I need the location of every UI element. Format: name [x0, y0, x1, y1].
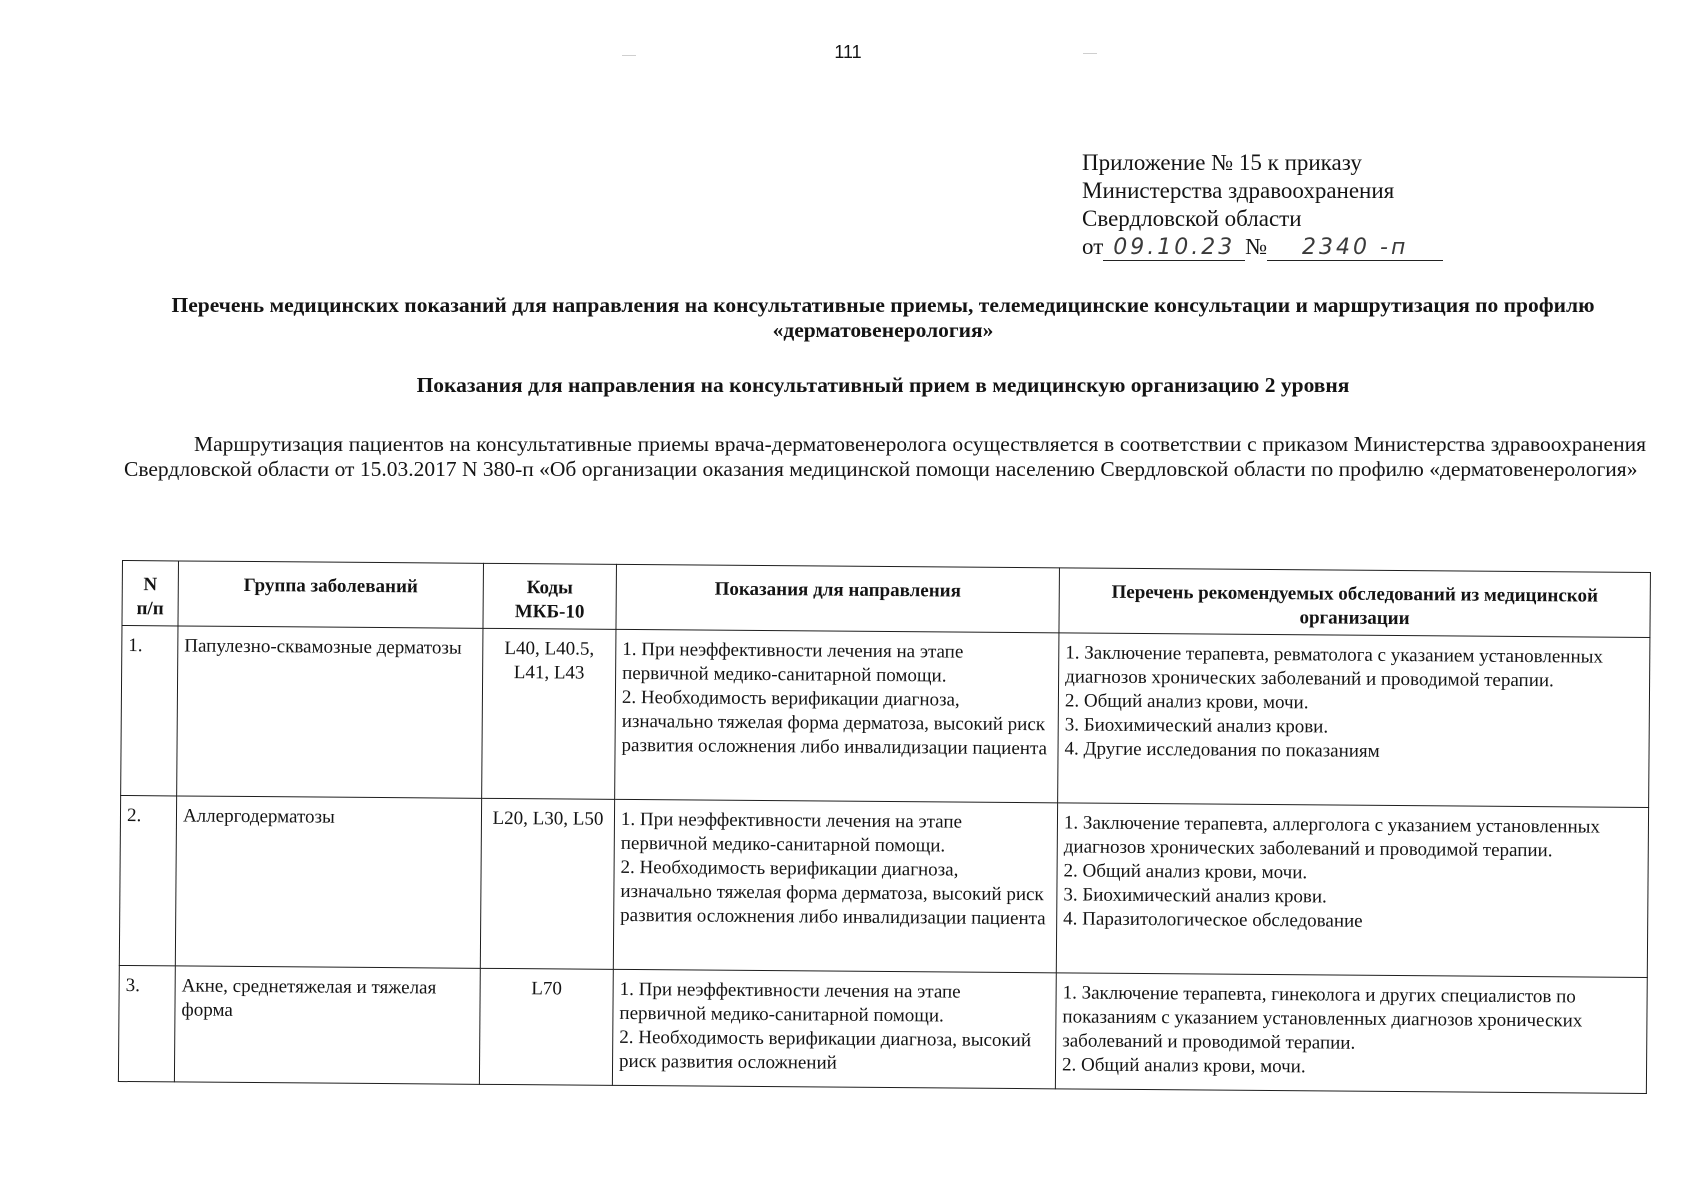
- row-number: 3.: [118, 965, 175, 1081]
- exam-item: 1. Заключение терапевта, ревматолога с указанием установленных диагнозов хронических заболеваний и проводимой терапии.: [1065, 642, 1604, 692]
- intro-paragraph: Маршрутизация пациентов на консультативные приемы врача-дерматовенеролога осуществляется в соответствии с приказом Министерства здравоохранения Свердловской области от 15.03.2017 N 380-п «Об организации оказания медицинской помощи населению Свердловской области по профилю «дерматовенерология»: [124, 432, 1646, 481]
- table-row: [121, 626, 1650, 808]
- indications-cell: [613, 799, 1057, 972]
- handwritten-number: 2340 -п: [1267, 236, 1443, 261]
- exam-item: 2. Общий анализ крови, мочи.: [1061, 1054, 1306, 1078]
- header-codes: Коды МКБ-10: [483, 563, 617, 629]
- table-header-row: [122, 561, 1650, 638]
- indications-table: [118, 560, 1651, 1094]
- disease-group: Папулезно-сквамозные дерматозы: [177, 626, 483, 798]
- indication-item: 2. Необходимость верификации диагноза, высокий риск развития осложнений: [618, 1026, 1032, 1074]
- exam-item: 2. Общий анализ крови, мочи.: [1064, 690, 1309, 714]
- indications-cell: [612, 969, 1056, 1088]
- indication-item: 1. При неэффективности лечения на этапе первичной медико-санитарной помощи.: [620, 808, 963, 857]
- exam-item: 4. Паразитологическое обследование: [1063, 908, 1363, 932]
- disease-group: Акне, среднетяжелая и тяжелая форма: [174, 966, 480, 1084]
- header-num: N п/п: [122, 561, 179, 626]
- header-exams: Перечень рекомендуемых обследований из медицинской организации: [1059, 568, 1650, 638]
- icd-codes: L20, L30, L50: [480, 798, 614, 969]
- document-subtitle: Показания для направления на консультативный прием в медицинскую организацию 2 уровня: [416, 373, 1350, 397]
- handwritten-date: 09.10.23: [1103, 236, 1245, 261]
- header-indications: Показания для направления: [616, 564, 1059, 632]
- exams-cell: [1058, 633, 1650, 808]
- scan-mark-right: [1083, 53, 1097, 54]
- appendix-line: Министерства здравоохранения: [1082, 178, 1395, 203]
- exam-item: 1. Заключение терапевта, гинеколога и других специалистов по показаниям с указанием установленных диагнозов хронических заболеваний и проводимой терапии.: [1062, 982, 1583, 1054]
- exam-item: 3. Биохимический анализ крови.: [1064, 714, 1329, 738]
- exam-item: 1. Заключение терапевта, аллерголога с указанием установленных диагнозов хронических заболеваний и проводимой терапии.: [1063, 812, 1601, 862]
- exam-item: 3. Биохимический анализ крови.: [1063, 884, 1327, 908]
- header-group: Группа заболеваний: [178, 561, 484, 628]
- exams-cell: [1055, 973, 1647, 1094]
- exam-item: 4. Другие исследования по показаниям: [1064, 738, 1380, 762]
- appendix-date-line: [1082, 233, 1443, 261]
- exam-item: 2. Общий анализ крови, мочи.: [1063, 860, 1308, 884]
- scan-mark-left: [622, 55, 636, 56]
- appendix-block: [1082, 149, 1443, 261]
- row-number: 1.: [121, 626, 178, 796]
- indication-item: 2. Необходимость верификации диагноза, изначально тяжелая форма дерматоза, высокий риск развития осложнения либо инвалидизации пациента: [621, 686, 1048, 760]
- disease-group: Аллергодерматозы: [175, 796, 481, 968]
- document-title: Перечень медицинских показаний для направления на консультативные приемы, телемедицинские консультации и маршрутизация по профилю «дерматовенерология»: [171, 293, 1595, 342]
- page-number: 111: [834, 42, 862, 62]
- indication-item: 1. При неэффективности лечения на этапе первичной медико-санитарной помощи.: [619, 978, 961, 1027]
- table-row: [118, 965, 1647, 1093]
- icd-codes: L40, L40.5, L41, L43: [482, 628, 616, 799]
- number-prefix: №: [1245, 234, 1268, 259]
- table-row: [119, 795, 1648, 977]
- indication-item: 2. Необходимость верификации диагноза, изначально тяжелая форма дерматоза, высокий риск развития осложнения либо инвалидизации пациента: [620, 856, 1046, 930]
- date-prefix: от: [1082, 234, 1104, 259]
- appendix-line: Приложение № 15 к приказу: [1082, 150, 1362, 175]
- indication-item: 1. При неэффективности лечения на этапе первичной медико-санитарной помощи.: [622, 638, 964, 687]
- appendix-line: Свердловской области: [1082, 206, 1302, 231]
- icd-codes: L70: [479, 968, 613, 1085]
- exams-cell: [1056, 803, 1648, 978]
- indications-cell: [615, 629, 1059, 802]
- row-number: 2.: [119, 795, 176, 965]
